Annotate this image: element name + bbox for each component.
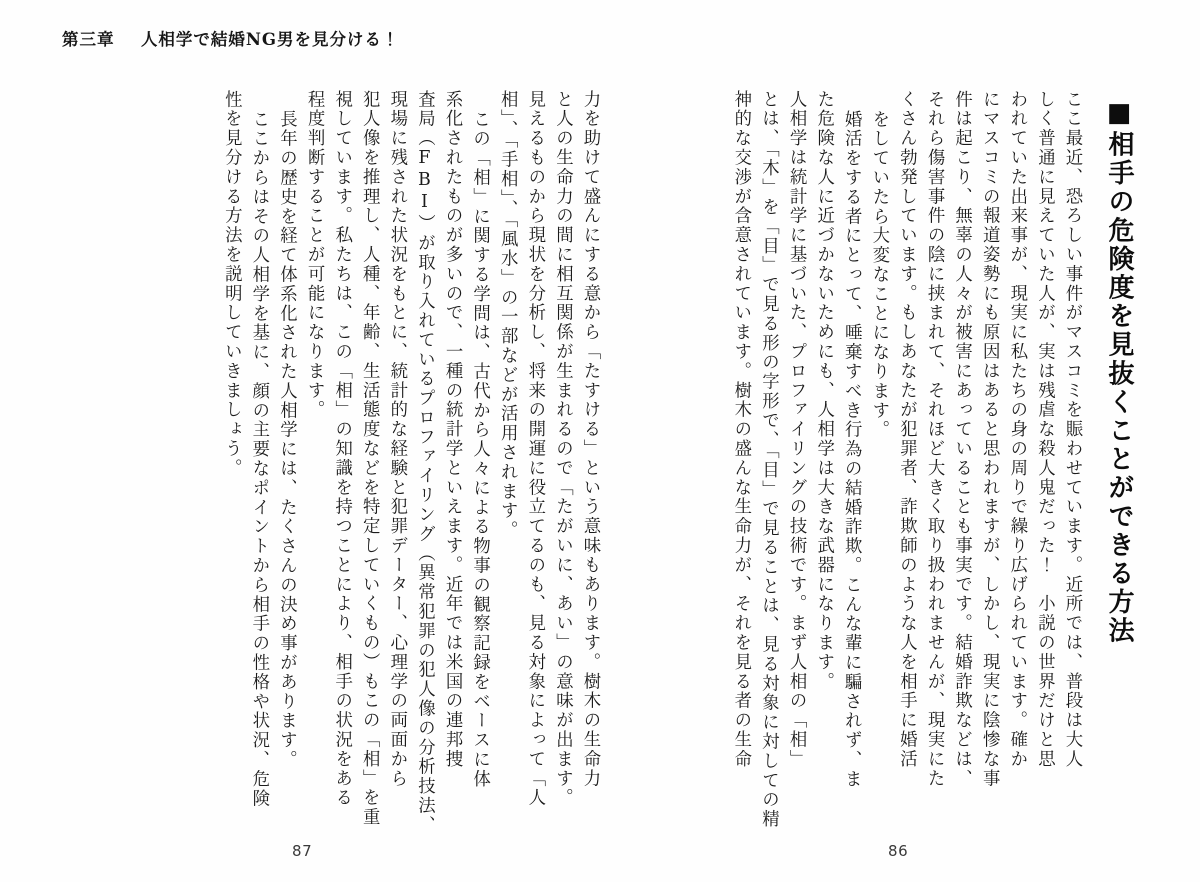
text-column: 犯人像を推理し、人種、年齢、生活態度などを特定していくもの）もこの「相」を重 xyxy=(359,90,380,828)
running-head xyxy=(62,26,399,50)
text-column: 力を助けて盛んにする意から「たすける」という意味もあります。樹木の生命力 xyxy=(580,90,600,789)
page-gutter xyxy=(600,0,601,882)
right-page-text-block xyxy=(721,90,1126,830)
left-page-text-block xyxy=(212,90,600,836)
text-column: 性を見分ける方法を説明していきましょう。 xyxy=(221,90,242,479)
text-column: それら傷害事件の陰に挟まれて、それほど大きく取り扱われませんが、現実にた xyxy=(924,90,945,789)
text-column: われていた出来事が、現実に私たちの身の周りで繰り広げられています。確か xyxy=(1006,90,1027,770)
text-column: 長年の歴史を経て体系化された人相学には、たくさんの決め事があります。 xyxy=(276,110,297,770)
heading-column-spacer xyxy=(1080,90,1126,816)
chapter-title: 人相学で結婚NG男を見分ける！ xyxy=(140,30,400,49)
text-column: 婚活をする者にとって、唾棄すべき行為の結婚詐欺。こんな輩に騙されず、ま xyxy=(841,110,862,790)
text-column: 程度判断することが可能になります。 xyxy=(304,90,325,420)
section-heading: ■相手の危険度を見抜くことができる方法 xyxy=(1104,98,1134,646)
right-page xyxy=(636,90,1134,830)
text-column: くさん勃発しています。もしあなたが犯罪者、詐欺師のような人を相手に婚活 xyxy=(896,90,917,770)
text-column: 視しています。私たちは、この「相」の知識を持つことにより、相手の状況をある xyxy=(331,90,352,808)
text-column: と人の生命力の間に相互関係が生まれるので「たがいに、あい」の意味が出ます。 xyxy=(552,90,573,808)
folio-left: 87 xyxy=(292,842,313,860)
folio-right: 86 xyxy=(888,842,909,860)
text-column: 現場に残された状況をもとに、統計的な経験と犯罪データー、心理学の両面から xyxy=(386,90,407,789)
text-column: 系化されたものが多いので、一種の統計学といえます。近年では米国の連邦捜 xyxy=(442,90,463,770)
left-page xyxy=(78,90,600,836)
text-column: 査局（FBI）が取り入れているプロファイリング（異常犯罪の犯人像の分析技法、 xyxy=(414,90,435,836)
text-column: ここ最近、恐ろしい事件がマスコミを賑わせています。近所では、普段は大人 xyxy=(1062,90,1082,770)
text-column: ここからはその人相学を基に、顔の主要なポイントから相手の性格や状況、危険 xyxy=(248,110,269,809)
text-column: 相」、「手相」、「風水」の一部などが活用されます。 xyxy=(497,90,518,541)
text-column: 神的な交渉が含意されています。樹木の盛んな生命力が、それを見る者の生命 xyxy=(730,90,751,770)
chapter-number: 第三章 xyxy=(62,30,115,49)
text-column: 人相学は統計学に基づいた、プロファイリングの技術です。まず人相の「相」 xyxy=(786,90,807,770)
text-column: た危険な人に近づかないためにも、人相学は大きな武器になります。 xyxy=(813,90,834,692)
text-column: 件は起こり、無辜の人々が被害にあっていることも事実です。結婚詐欺などは、 xyxy=(951,90,972,789)
text-column: 見えるものから現状を分析し、将来の開運に役立てるのも、見る対象によって「人 xyxy=(524,90,545,808)
text-column: をしていたら大変なことになります。 xyxy=(868,110,889,440)
text-column: この「相」に関する学問は、古代から人々による物事の観察記録をベースに体 xyxy=(469,110,490,790)
text-column: しく普通に見えていた人が、実は残虐な殺人鬼だった！ 小説の世界だけと思 xyxy=(1034,90,1055,770)
text-column: にマスコミの報道姿勢にも原因はあると思われますが、しかし、現実に陰惨な事 xyxy=(979,90,1000,789)
text-column: とは、「木」を「目」で見る形の字形で、「目」で見ることは、見る対象に対しての精 xyxy=(758,90,779,830)
